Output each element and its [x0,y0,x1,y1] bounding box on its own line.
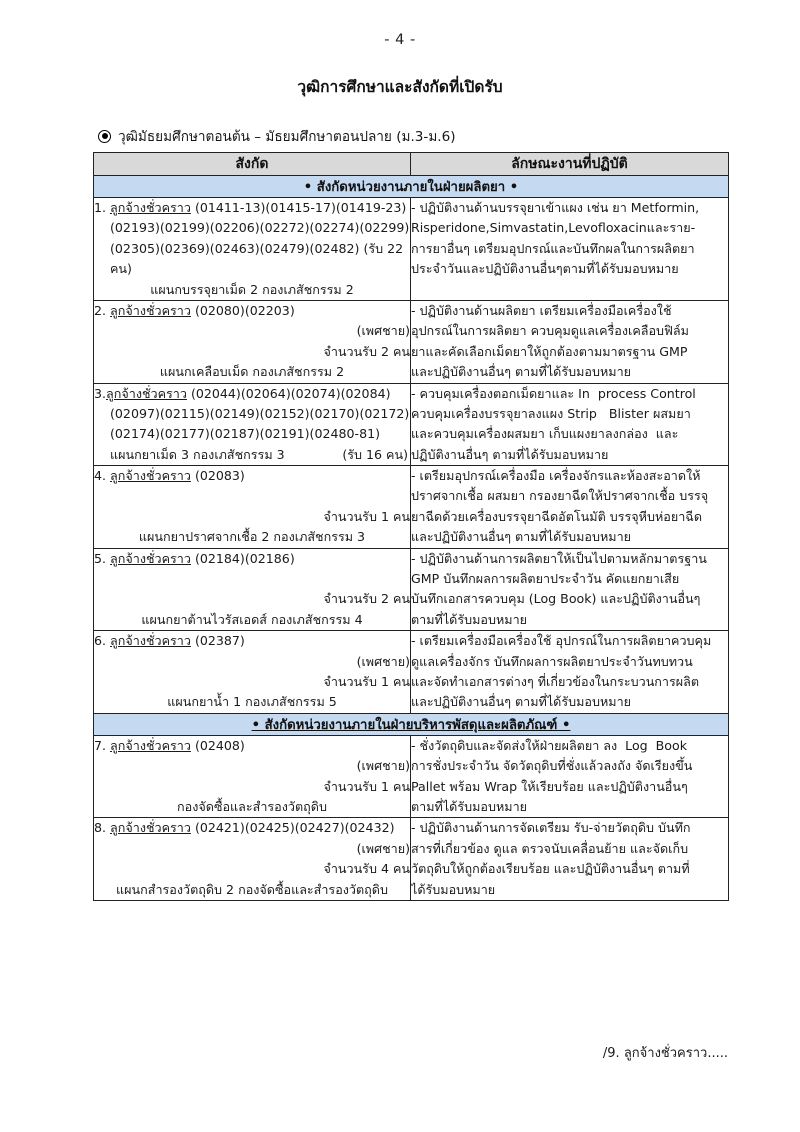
duty-line: และจัดทำเอกสารต่างๆ ที่เกี่ยวข้องในกระบวนการผลิต [411,673,700,689]
duty-line: และควบคุมเครื่องผสมยา เก็บแผงยาลงกล่อง และ [411,426,679,442]
table-row [94,735,729,818]
cell-affiliation [94,818,411,901]
cell-duties [411,548,729,631]
duty-line: ปราศจากเชื้อ ผสมยา กรองยาฉีดให้ปราศจากเชื้อ บรรจุ [411,488,709,504]
duty-line: และปฏิบัติงานอื่นๆ ตามที่ได้รับมอบหมาย [411,364,632,380]
quota-badge: จำนวนรับ 1 คน [323,778,410,794]
radio-selected-icon[interactable] [98,130,111,143]
cell-affiliation [94,198,411,301]
codes-line-3: (02305)(02369)(02463)(02479)(02482) (รับ 22 คน) [110,240,408,277]
department-name: แผนกยาเม็ด 3 กองเภสัชกรรม 3 [110,446,285,462]
quota-badge: จำนวนรับ 1 คน [323,673,410,689]
footer-continuation-note: /9. ลูกจ้างชั่วคราว..... [602,1046,728,1061]
duty-line: ยาฉีดด้วยเครื่องบรรจุยาฉีดอัตโนมัติ บรรจุหีบห่อยาฉีด [411,508,703,524]
codes-line-1: (02044)(02064)(02074)(02084) [190,385,391,401]
codes-line-1: (02184)(02186) [194,550,295,566]
table-row [94,548,729,631]
cell-affiliation [94,383,411,466]
position-line-1: 8. ลูกจ้างชั่วคราว (02421)(02425)(02427)(02432) [94,820,395,836]
positions-table [93,152,729,901]
department-quota-line [94,445,410,465]
page-title: วุฒิการศึกษาและสังกัดที่เปิดรับ [297,78,503,96]
cell-affiliation [94,631,411,714]
table-row [94,198,729,301]
table-row [94,818,729,901]
duty-line: - ควบคุมเครื่องตอกเม็ดยาและ In process Control [411,385,696,401]
codes-line-3: (02174)(02177)(02187)(02191)(02480-81) [110,426,381,442]
codes-line-1: (02421)(02425)(02427)(02432) [194,820,395,836]
position-title: ลูกจ้างชั่วคราว [110,820,191,836]
quota-badge: จำนวนรับ 1 คน [323,508,410,524]
cell-duties [411,631,729,714]
duty-line: - เตรียมอุปกรณ์เครื่องมือ เครื่องจักรและห้องสะอาดให้ [411,468,701,484]
position-line-1: 7. ลูกจ้างชั่วคราว (02408) [94,737,245,753]
codes-line-1: (02083) [194,468,245,484]
department-name: แผนกยาน้ำ 1 กองเภสัชกรรม 5 [167,694,337,710]
duty-line: - ปฏิบัติงานด้านผลิตยา เตรียมเครื่องมือเครื่องใช้ [411,302,672,318]
duty-line: - ปฏิบัติงานด้านการผลิตยาให้เป็นไปตามหลักมาตรฐาน [411,550,707,566]
department-name: แผนกบรรจุยาเม็ด 2 กองเภสัชกรรม 2 [150,281,354,297]
section-label-production: • สังกัดหน่วยงานภายในฝ่ายผลิตยา • [94,176,729,198]
cell-affiliation [94,300,411,383]
duty-line: ตามที่ได้รับมอบหมาย [411,798,528,814]
table-row [94,466,729,549]
position-line-1: 5. ลูกจ้างชั่วคราว (02184)(02186) [94,550,295,566]
position-line-1: 2. ลูกจ้างชั่วคราว (02080)(02203) [94,302,295,318]
duty-line: ได้รับมอบหมาย [411,881,496,897]
cell-duties [411,818,729,901]
duty-line: - ปฏิบัติงานด้านบรรจุยาเข้าแผง เช่น ยา Metformin, [411,200,700,215]
section-header-row [94,176,729,198]
quota-badge: จำนวนรับ 4 คน [323,861,410,877]
table-row [94,383,729,466]
quota-badge: (รับ 22 คน) [110,240,408,277]
duty-line: สารที่เกี่ยวข้อง ดูแล ตรวจนับเคลื่อนย้าย และจัดเก็บ [411,840,689,856]
column-header-duties: ลักษณะงานที่ปฏิบัติ [411,153,729,176]
page-number: - 4 - [384,32,416,48]
cell-duties [411,735,729,818]
duty-line: อุปกรณ์ในการผลิตยา ควบคุมดูแลเครื่องเคลือบฟิล์ม [411,323,689,339]
position-title: ลูกจ้างชั่วคราว [110,200,191,215]
quota-badge: จำนวนรับ 2 คน [323,343,410,359]
education-level-option[interactable] [98,125,800,147]
department-name: แผนกเคลือบเม็ด กองเภสัชกรรม 2 [159,364,345,380]
position-line-1: 4. ลูกจ้างชั่วคราว (02083) [94,468,245,484]
codes-line-2: (02193)(02199)(02206)(02272)(02274)(02299) [110,220,410,236]
duty-line: และปฏิบัติงานอื่นๆ ตามที่ได้รับมอบหมาย [411,529,632,545]
table-row [94,631,729,714]
gender-requirement: (เพศชาย) [356,840,410,856]
section-label-text: • สังกัดหน่วยงานภายในฝ่ายบริหารพัสดุและผลิตภัณฑ์ • [251,717,571,733]
codes-line-1: (02408) [194,737,245,753]
quota-badge: (รับ 16 คน) [342,446,408,462]
position-title: ลูกจ้างชั่วคราว [110,633,191,649]
position-line-1: 6. ลูกจ้างชั่วคราว (02387) [94,633,245,649]
duty-line: ปฏิบัติงานอื่นๆ ตามที่ได้รับมอบหมาย [411,446,609,462]
cell-duties [411,300,729,383]
department-name: แผนกยาปราศจากเชื้อ 2 กองเภสัชกรรม 3 [138,529,366,545]
duty-line: Pallet พร้อม Wrap ให้เรียบร้อย และปฏิบัติงานอื่นๆ [411,778,688,794]
section-header-row [94,713,729,735]
position-title: ลูกจ้างชั่วคราว [110,302,191,318]
position-title: ลูกจ้างชั่วคราว [106,385,187,401]
cell-affiliation [94,735,411,818]
duty-line: ประจำวันและปฏิบัติงานอื่นๆตามที่ได้รับมอบหมาย [411,261,679,277]
department-name: แผนกยาต้านไวรัสเอดส์ กองเภสัชกรรม 4 [141,611,363,627]
department-name: กองจัดซื้อและสำรองวัตถุดิบ [177,798,327,814]
position-line-1: 1. ลูกจ้างชั่วคราว (01411-13)(01415-17)(01419-23) [94,200,407,215]
duty-line: GMP บันทึกผลการผลิตยาประจำวัน คัดแยกยาเสีย [411,571,680,587]
gender-requirement: (เพศชาย) [356,323,410,339]
gender-requirement: (เพศชาย) [356,758,410,774]
cell-duties [411,466,729,549]
cell-duties [411,198,729,301]
table-header-row [94,153,729,176]
codes-line-1: (02080)(02203) [194,302,295,318]
duty-line: การยาอื่นๆ เตรียมอุปกรณ์และบันทึกผลในการผลิตยา [411,240,695,256]
duty-line: บันทึกเอกสารควบคุม (Log Book) และปฏิบัติงานอื่นๆ [411,591,701,607]
cell-affiliation [94,466,411,549]
position-title: ลูกจ้างชั่วคราว [110,468,191,484]
duty-line: วัตถุดิบให้ถูกต้องเรียบร้อย และปฏิบัติงานอื่นๆ ตามที่ [411,861,690,877]
codes-line-1: (02387) [194,633,245,649]
duty-line: ควบคุมเครื่องบรรจุยาลงแผง Strip Blister ผสมยา [411,405,691,421]
duty-line: ตามที่ได้รับมอบหมาย [411,611,528,627]
duty-line: การชั่งประจำวัน จัดวัตถุดิบที่ชั่งแล้วลงถัง จัดเรียงขึ้น [411,758,693,774]
duty-line: - เตรียมเครื่องมือเครื่องใช้ อุปกรณ์ในการผลิตยาควบคุม [411,633,712,649]
duty-line: และปฏิบัติงานอื่นๆ ตามที่ได้รับมอบหมาย [411,694,632,710]
codes-line-1: (01411-13)(01415-17)(01419-23) [194,200,407,215]
position-title: ลูกจ้างชั่วคราว [110,550,191,566]
cell-affiliation [94,548,411,631]
gender-requirement: (เพศชาย) [356,653,410,669]
quota-badge: จำนวนรับ 2 คน [323,591,410,607]
education-level-label: วุฒิมัธยมศึกษาตอนต้น – มัธยมศึกษาตอนปลาย (ม.3-ม.6) [118,129,456,145]
cell-duties [411,383,729,466]
position-title: ลูกจ้างชั่วคราว [110,737,191,753]
column-header-affiliation: สังกัด [94,153,411,176]
position-line-1: 3.ลูกจ้างชั่วคราว (02044)(02064)(02074)(02084) [94,385,391,401]
duty-line: Risperidone,Simvastatin,Levofloxacinและราย- [411,220,696,236]
duty-line: ยาและคัดเลือกเม็ดยาให้ถูกต้องตามมาตรฐาน GMP [411,343,688,359]
section-label-materials [94,713,729,735]
duty-line: - ชั่งวัตถุดิบและจัดส่งให้ฝ่ายผลิตยา ลง Log Book [411,737,688,753]
duty-line: ดูแลเครื่องจักร บันทึกผลการผลิตยาประจำวันทบทวน [411,653,693,669]
table-row [94,300,729,383]
duty-line: - ปฏิบัติงานด้านการจัดเตรียม รับ-จ่ายวัตถุดิบ บันทึก [411,820,691,836]
department-name: แผนกสำรองวัตถุดิบ 2 กองจัดซื้อและสำรองวัตถุดิบ [116,881,388,897]
codes-line-2: (02097)(02115)(02149)(02152)(02170)(02172) [110,405,410,421]
